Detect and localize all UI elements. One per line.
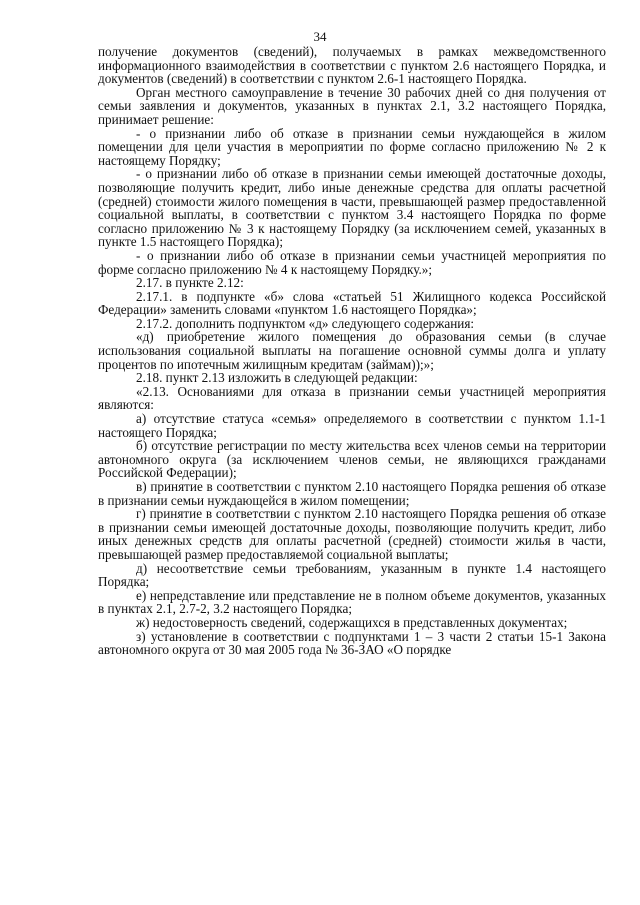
paragraph: 2.17.1. в подпункте «б» слова «статьей 51 Жилищного кодекса Российской Федерации» заменить словами «пунктом 1.6 настоящего Порядка»; — [98, 288, 606, 318]
document-body — [98, 45, 606, 657]
paragraph: г) принятие в соответствии с пунктом 2.10 настоящего Порядка решения об отказе в признании семьи имеющей достаточные доходы, позволяющие получить кредит, либо иных денежных средств для оплаты расчетной (средней) стоимости жилья в части, превышающей размер предоставляемой социальной выплаты; — [98, 506, 606, 562]
paragraph: «2.13. Основаниями для отказа в признании семьи участницей мероприятия являются: — [98, 383, 606, 413]
paragraph: 2.18. пункт 2.13 изложить в следующей редакции: — [136, 370, 418, 386]
paragraph: 2.17. в пункте 2.12: — [136, 275, 244, 291]
paragraph: з) установление в соответствии с подпунктами 1 – 3 части 2 статьи 15-1 Закона автономного округа от 30 мая 2005 года № 36-ЗАО «О порядке — [98, 628, 606, 658]
paragraph: - о признании либо об отказе в признании семьи имеющей достаточные доходы, позволяющие получить кредит, либо иные денежные средства для оплаты расчетной (средней) стоимости жилого помещения в части, превышающей размер предоставленной социальной выплаты, в соответствии с пунктом 3.4 настоящего Порядка по форме согласно приложению № 3 к настоящему Порядку (за исключением семей, указанных в пункте 1.5 настоящего Порядка); — [98, 166, 606, 250]
paragraph: а) отсутствие статуса «семья» определяемого в соответствии с пунктом 1.1-1 настоящего Порядка; — [98, 411, 606, 440]
paragraph: Орган местного самоуправление в течение 30 рабочих дней со дня получения от семьи заявления и документов, указанных в пунктах 2.1, 3.2 настоящего Порядка, принимает решение: — [98, 84, 606, 127]
paragraph: б) отсутствие регистрации по месту жительства всех членов семьи на территории автономного округа (за исключением членов семьи, не являющихся гражданами Российской Федерации); — [98, 438, 606, 481]
paragraph: е) непредставление или представление не в полном объеме документов, указанных в пунктах 2.1, 2.7-2, 3.2 настоящего Порядка; — [98, 587, 606, 617]
paragraph: ж) недостоверность сведений, содержащихся в представленных документах; — [136, 614, 568, 630]
paragraph: - о признании либо об отказе в признании семьи участницей мероприятия по форме согласно приложению № 4 к настоящему Порядку.»; — [98, 247, 606, 277]
paragraph: в) принятие в соответствии с пунктом 2.10 настоящего Порядка решения об отказе в признании семьи нуждающейся в жилом помещении; — [98, 479, 606, 508]
page-number: 34 — [313, 29, 327, 44]
paragraph: д) несоответствие семьи требованиям, указанным в пункте 1.4 настоящего Порядка; — [98, 560, 606, 590]
paragraph: получение документов (сведений), получаемых в рамках межведомственного информационного взаимодействия в соответствии с пунктом 2.6 настоящего Порядка, и документов (сведений) в соответствии с пунктом 2.6-1 настоящего Порядка. — [98, 44, 606, 87]
paragraph: 2.17.2. дополнить подпунктом «д» следующего содержания: — [136, 315, 475, 331]
paragraph: - о признании либо об отказе в признании семьи нуждающейся в жилом помещении для цели участия в мероприятии по форме согласно приложению № 2 к настоящему Порядку; — [98, 125, 606, 168]
paragraph: «д) приобретение жилого помещения до образования семьи (в случае использования социальной выплаты на погашение основной суммы долга и уплату процентов по ипотечным жилищным кредитам (займам));»; — [98, 329, 606, 372]
